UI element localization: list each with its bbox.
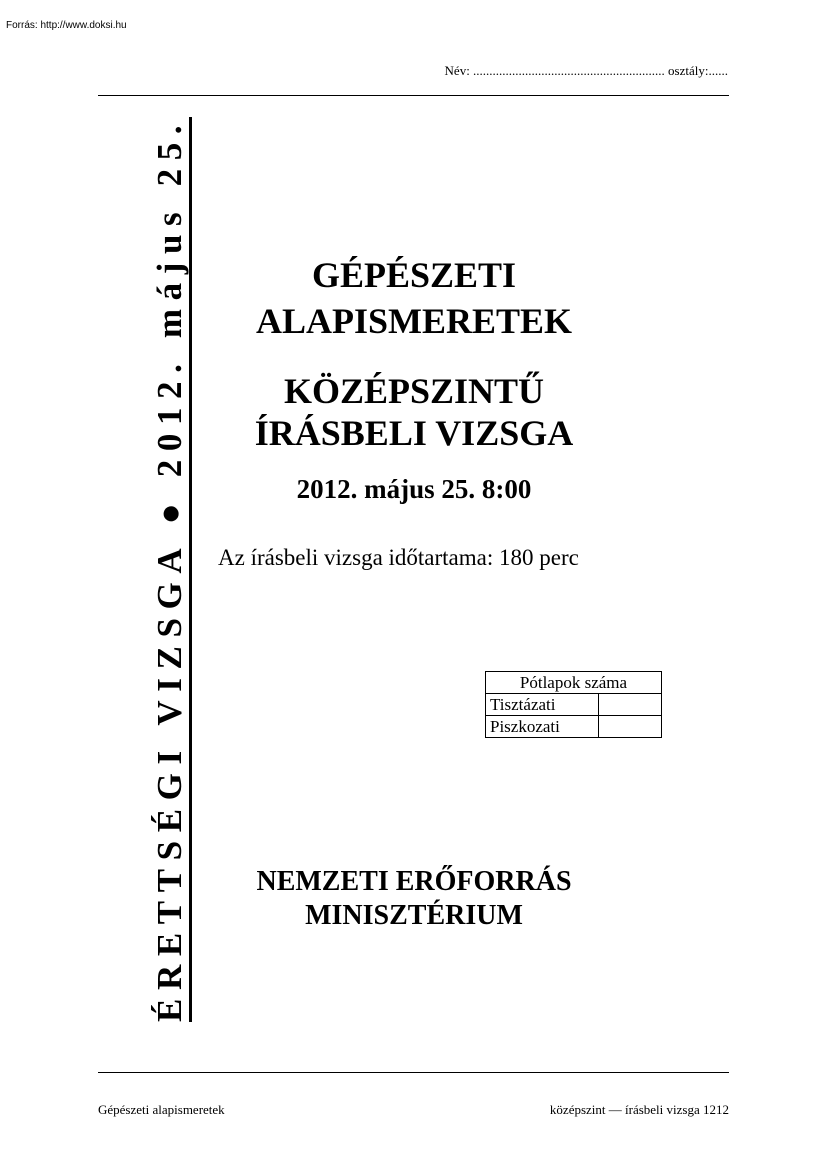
ministry-line2: MINISZTÉRIUM: [305, 900, 523, 931]
exam-duration: Az írásbeli vizsga időtartama: 180 perc: [218, 545, 579, 570]
subject-title-line1: GÉPÉSZETI: [311, 255, 517, 295]
extra-sheets-table: [485, 671, 662, 738]
exam-level-line2: ÍRÁSBELI VIZSGA: [254, 413, 574, 453]
footer-rule: [98, 1072, 729, 1073]
footer-level-code: középszint — írásbeli vizsga 1212: [549, 1102, 729, 1117]
exam-date: 2012. május 25. 8:00: [296, 474, 532, 504]
ministry-line1: NEMZETI ERŐFORRÁS: [256, 866, 572, 897]
exam-level-title: [210, 370, 618, 454]
subject-title: [210, 252, 618, 344]
table-row: [486, 694, 662, 716]
exam-level-line1: KÖZÉPSZINTŰ: [283, 371, 545, 411]
extra-sheets-header: Pótlapok száma: [486, 672, 662, 694]
table-row: [486, 716, 662, 738]
subject-title-line2: ALAPISMERETEK: [255, 301, 573, 341]
ministry-name: [210, 865, 618, 933]
side-banner-text: ÉRETTSÉGI VIZSGA ● 2012. május 25.: [152, 117, 192, 1022]
row-value-cell: [599, 716, 662, 738]
extra-sheets-header-row: [486, 672, 662, 694]
footer-subject: Gépészeti alapismeretek: [98, 1102, 225, 1117]
source-url: Forrás: http://www.doksi.hu: [6, 20, 127, 31]
row-value-cell: [599, 694, 662, 716]
name-class-field: Név: ........................................................... osztály:......: [444, 63, 728, 78]
row-label: Piszkozati: [486, 716, 599, 738]
header-rule: [98, 95, 729, 96]
row-label: Tisztázati: [486, 694, 599, 716]
